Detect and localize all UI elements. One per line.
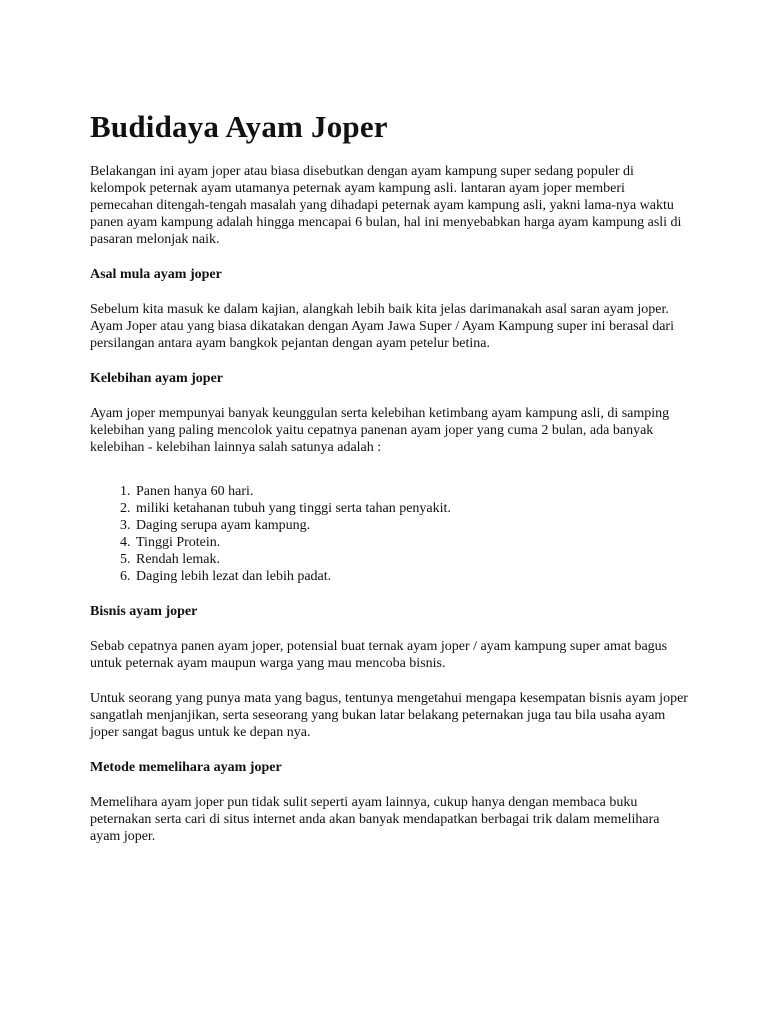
- list-item: 6. Daging lebih lezat dan lebih padat.: [134, 568, 690, 585]
- list-item: 4. Tinggi Protein.: [134, 534, 690, 551]
- section-paragraph: Ayam joper mempunyai banyak keunggulan serta kelebihan ketimbang ayam kampung asli, di samping kelebihan yang paling mencolok yaitu cepatnya panenan ayam joper yang cuma 2 bulan, ada banyak kelebihan - kelebihan lainnya salah satunya adalah :: [90, 406, 670, 455]
- document-title: Budidaya Ayam Joper: [90, 109, 388, 144]
- section-heading-metode: Metode memelihara ayam joper: [90, 760, 282, 775]
- section-heading-kelebihan: Kelebihan ayam joper: [90, 371, 223, 386]
- section-paragraph: Untuk seorang yang punya mata yang bagus, tentunya mengetahui mengapa kesempatan bisnis ayam joper sangatlah menjanjikan, serta seseorang yang bukan latar belakang peternakan juga tau bila usaha ayam joper sangat bagus untuk ke depan nya.: [90, 691, 688, 740]
- document-content: [90, 108, 690, 863]
- advantages-list: [90, 483, 690, 585]
- intro-paragraph: Belakangan ini ayam joper atau biasa disebutkan dengan ayam kampung super sedang populer di kelompok peternak ayam utamanya peternak ayam kampung asli. lantaran ayam joper memberi pemecahan ditengah-tengah masalah yang dihadapi peternak ayam kampung asli, yakni lama-nya waktu panen ayam kampung adalah hingga mencapai 6 bulan, hal ini menyebabkan harga ayam kampung asli di pasaran melonjak naik.: [90, 164, 682, 247]
- list-item: 2. miliki ketahanan tubuh yang tinggi serta tahan penyakit.: [134, 500, 690, 517]
- list-item: 3. Daging serupa ayam kampung.: [134, 517, 690, 534]
- section-paragraph: Memelihara ayam joper pun tidak sulit seperti ayam lainnya, cukup hanya dengan membaca buku peternakan serta cari di situs internet anda akan banyak mendapatkan berbagai trik dalam memelihara ayam joper.: [90, 795, 660, 844]
- section-paragraph: Sebelum kita masuk ke dalam kajian, alangkah lebih baik kita jelas darimanakah asal saran ayam joper. Ayam Joper atau yang biasa dikatakan dengan Ayam Jawa Super / Ayam Kampung super ini berasal dari persilangan antara ayam bangkok pejantan dengan ayam petelur betina.: [90, 302, 674, 351]
- section-heading-bisnis: Bisnis ayam joper: [90, 604, 198, 619]
- spacer: [90, 456, 690, 483]
- section-paragraph: Sebab cepatnya panen ayam joper, potensial buat ternak ayam joper / ayam kampung super amat bagus untuk peternak ayam maupun warga yang mau mencoba bisnis.: [90, 639, 668, 671]
- list-item: 1. Panen hanya 60 hari.: [134, 483, 690, 500]
- list-item: 5. Rendah lemak.: [134, 551, 690, 568]
- section-heading-asal-mula: Asal mula ayam joper: [90, 267, 222, 282]
